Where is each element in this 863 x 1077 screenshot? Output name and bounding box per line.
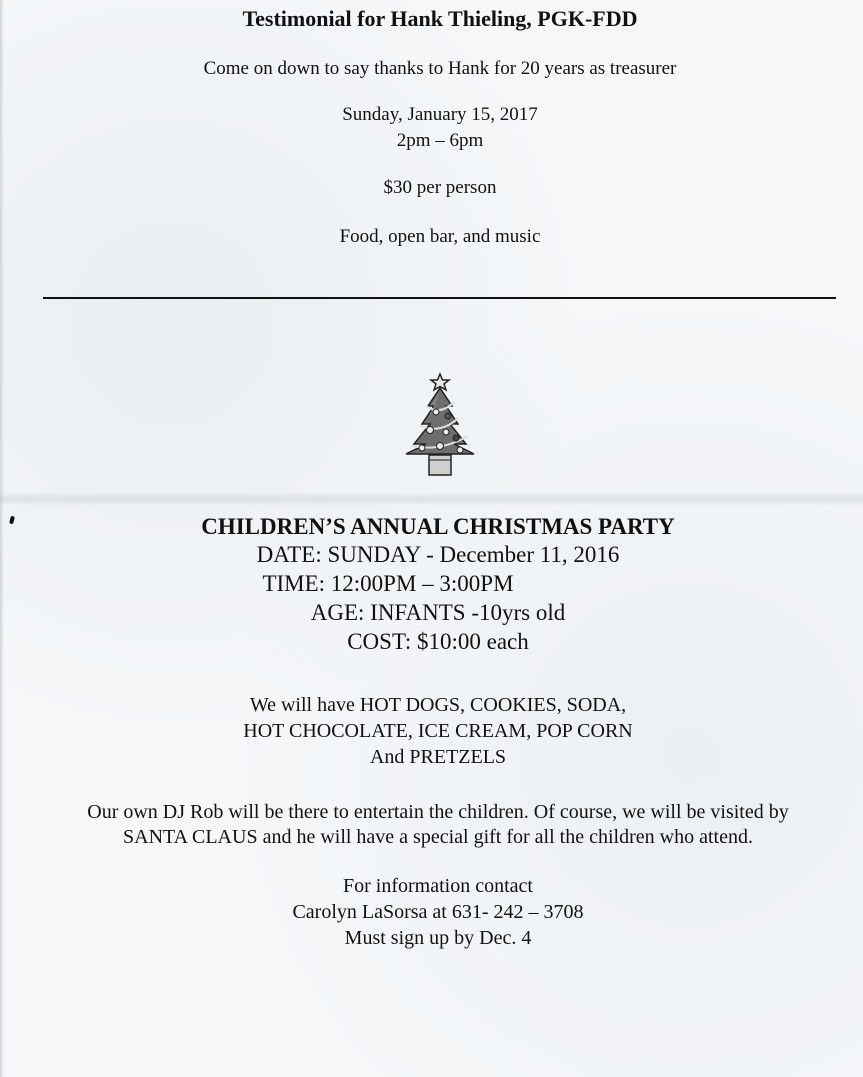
christmas-tree-icon <box>400 372 480 480</box>
dj-line-1: Our own DJ Rob will be there to entertain the children. Of course, we will be visited by <box>87 801 789 823</box>
testimonial-includes: Food, open bar, and music <box>339 226 541 247</box>
section-divider <box>43 297 836 299</box>
testimonial-title: Testimonial for Hank Thieling, PGK-FDD <box>242 6 638 31</box>
party-time: TIME: 12:00PM – 3:00PM <box>262 571 514 596</box>
testimonial-time: 2pm – 6pm <box>396 130 484 151</box>
testimonial-price: $30 per person <box>383 177 497 198</box>
contact-line-1: For information contact <box>343 875 533 897</box>
food-line-1: We will have HOT DOGS, COOKIES, SODA, <box>249 694 627 716</box>
party-date: DATE: SUNDAY - December 11, 2016 <box>256 542 620 567</box>
party-age: AGE: INFANTS -10yrs old <box>310 600 566 625</box>
party-heading: CHILDREN’S ANNUAL CHRISTMAS PARTY <box>201 514 675 539</box>
food-line-2: HOT CHOCOLATE, ICE CREAM, POP CORN <box>243 720 633 742</box>
contact-line-3: Must sign up by Dec. 4 <box>344 927 532 949</box>
paper-fold <box>0 492 863 506</box>
dj-line-2: SANTA CLAUS and he will have a special gift for all the children who attend. <box>123 826 753 848</box>
party-cost: COST: $10:00 each <box>347 629 529 654</box>
contact-line-2: Carolyn LaSorsa at 631- 242 – 3708 <box>292 901 584 923</box>
testimonial-intro: Come on down to say thanks to Hank for 20 years as treasurer <box>203 58 677 79</box>
testimonial-date: Sunday, January 15, 2017 <box>342 104 538 125</box>
food-line-3: And PRETZELS <box>369 746 507 768</box>
